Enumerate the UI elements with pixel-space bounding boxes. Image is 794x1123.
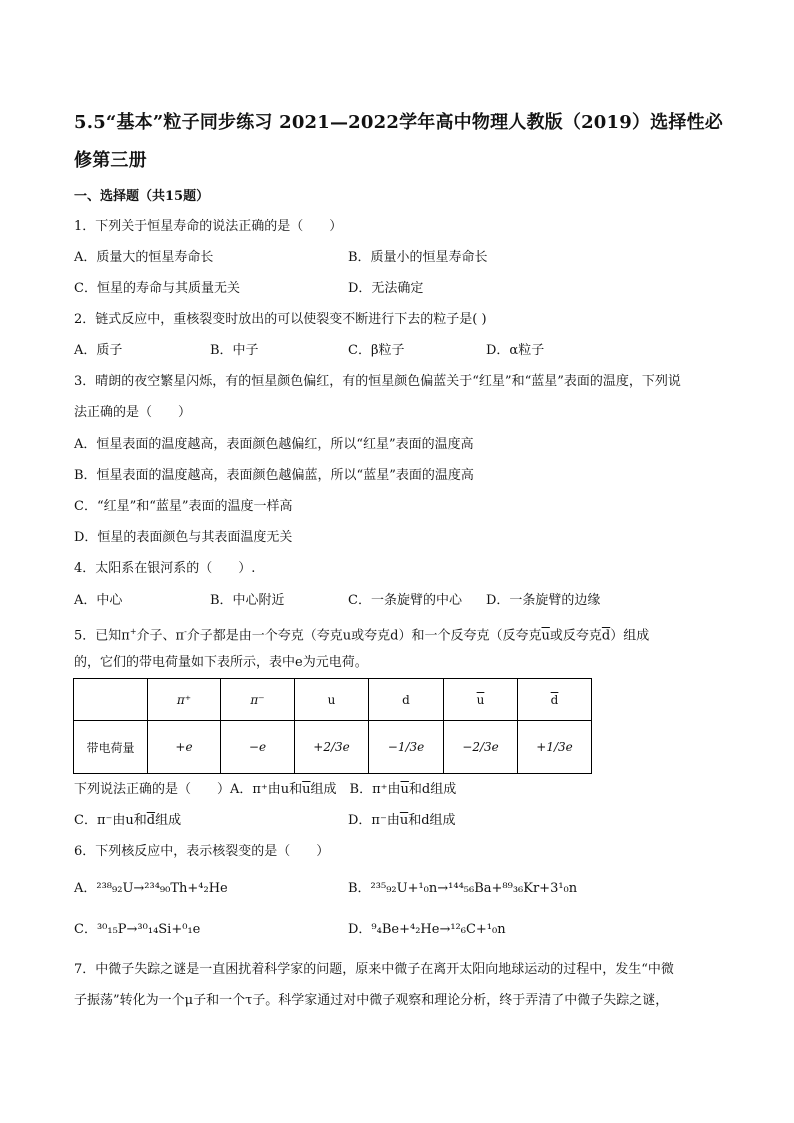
q3-option-c: C．“红星”和“蓝星”表面的温度一样高 xyxy=(74,499,293,514)
table-header-row xyxy=(74,679,592,721)
q1-option-d: D．无法确定 xyxy=(348,281,424,296)
q5-stem-part: $\overline{u}$ xyxy=(541,628,550,644)
q4-stem: 4．太阳系在银河系的（ ）. xyxy=(74,561,256,576)
table-cell: −e xyxy=(221,721,295,774)
q1-option-a: A．质量大的恒星寿命长 xyxy=(74,250,214,265)
q1-option-b: B．质量小的恒星寿命长 xyxy=(348,250,488,265)
q2-option-c: C．β粒子 xyxy=(348,343,405,358)
q3-stem-line1: 3．晴朗的夜空繁星闪烁，有的恒星颜色偏红，有的恒星颜色偏蓝关于“红星”和“蓝星”表面的温度，下列说 xyxy=(74,374,681,389)
q3-option-d: D．恒星的表面颜色与其表面温度无关 xyxy=(74,530,293,545)
q5-stem-line2: 的，它们的带电荷量如下表所示，表中e为元电荷。 xyxy=(74,655,368,670)
q5-stem-part: ）组成 xyxy=(610,628,650,644)
table-cell: +2/3e xyxy=(295,721,369,774)
q3-option-b: B．恒星表面的温度越高，表面颜色越偏蓝，所以“蓝星”表面的温度高 xyxy=(74,468,474,483)
q5-text: $\overline{u}$ xyxy=(399,813,409,828)
q6-option-d: D．⁹₄Be+⁴₂He→¹²₆C+¹₀n xyxy=(348,922,506,937)
q5-stem-part: 介子、π xyxy=(136,628,185,644)
q1-option-c: C．恒星的寿命与其质量无关 xyxy=(74,281,240,296)
section-heading: 一、选择题（共15题） xyxy=(74,189,210,204)
q5-text: 组成 xyxy=(155,813,182,828)
charge-table xyxy=(73,678,592,774)
q6-option-c: C．³⁰₁₅P→³⁰₁₄Si+⁰₁e xyxy=(74,922,201,937)
q3-stem-line2: 法正确的是（ ） xyxy=(74,405,192,420)
q2-stem: 2．链式反应中，重核裂变时放出的可以使裂变不断进行下去的粒子是( ) xyxy=(74,312,487,327)
q5-option-c xyxy=(74,813,181,829)
table-cell xyxy=(74,679,148,721)
q4-option-d: D．一条旋臂的边缘 xyxy=(486,593,601,608)
q7-line2: 子振荡”转化为一个μ子和一个τ子。科学家通过对中微子观察和理论分析，终于弄清了中微子失踪之谜， xyxy=(74,993,669,1008)
q5-text: $\overline{d}$ xyxy=(146,813,156,828)
table-cell: d xyxy=(369,679,444,721)
q6-option-b: B．²³⁵₉₂U+¹₀n→¹⁴⁴₅₆Ba+⁸⁹₃₆Kr+3¹₀n xyxy=(348,881,578,896)
q5-text: $\overline{u}$ xyxy=(302,782,311,797)
q5-text: 和d组成 xyxy=(408,813,456,828)
table-row-label: 带电荷量 xyxy=(74,721,148,774)
q7-line1: 7．中微子失踪之谜是一直困扰着科学家的问题，原来中微子在离开太阳向地球运动的过程中，发生“中微 xyxy=(74,962,674,977)
q5-text: $\overline{u}$ xyxy=(400,782,409,797)
q5-text: 组成 B．π⁺由 xyxy=(310,782,401,797)
table-cell: +e xyxy=(148,721,221,774)
q5-stem-part: 5．已知π xyxy=(74,628,130,644)
table-cell: −2/3e xyxy=(444,721,518,774)
q6-option-a: A．²³⁸₉₂U→²³⁴₉₀Th+⁴₂He xyxy=(74,881,228,896)
q5-text: D．π⁻由 xyxy=(348,813,400,828)
document-title: 5.5“基本”粒子同步练习 2021—2022学年高中物理人教版（2019）选择性必修第三册 xyxy=(74,112,723,171)
q4-option-b: B．中心附近 xyxy=(210,593,285,608)
q5-stem-part: $\overline{d}$ xyxy=(601,628,611,644)
q5-question-line xyxy=(74,782,456,798)
q5-text: 和d组成 xyxy=(408,782,457,797)
table-cell: +1/3e xyxy=(518,721,592,774)
q4-option-a: A．中心 xyxy=(74,593,123,608)
q5-stem-part: 或反夸克 xyxy=(549,628,602,644)
q6-stem: 6．下列核反应中，表示核裂变的是（ ） xyxy=(74,844,330,859)
q5-text: 下列说法正确的是（ ）A．π⁺由u和 xyxy=(74,782,303,797)
q4-option-c: C．一条旋臂的中心 xyxy=(348,593,462,608)
q5-option-d xyxy=(348,813,456,829)
table-cell: π⁺ xyxy=(148,679,221,721)
q2-option-b: B．中子 xyxy=(210,343,259,358)
q2-option-a: A．质子 xyxy=(74,343,123,358)
table-cell: π⁻ xyxy=(221,679,295,721)
q5-stem-line1: 5．已知π+介子、π-介子都是由一个夸克（夸克u或夸克d）和一个反夸克（反夸克$\overline{u}$或反夸克$\overline{d}$）组成 xyxy=(74,627,650,644)
table-cell: u xyxy=(295,679,369,721)
q1-stem: 1．下列关于恒星寿命的说法正确的是（ ） xyxy=(74,219,343,234)
table-cell: $\overline{u}$ xyxy=(444,679,518,721)
q5-text: C．π⁻由u和 xyxy=(74,813,147,828)
table-cell: $\overline{d}$ xyxy=(518,679,592,721)
q2-option-d: D．α粒子 xyxy=(486,343,545,358)
q3-option-a: A．恒星表面的温度越高，表面颜色越偏红，所以“红星”表面的温度高 xyxy=(74,437,474,452)
q5-stem-part: 介子都是由一个夸克（夸克u或夸克d）和一个反夸克（反夸克 xyxy=(186,628,542,644)
table-row xyxy=(74,721,592,774)
table-cell: −1/3e xyxy=(369,721,444,774)
